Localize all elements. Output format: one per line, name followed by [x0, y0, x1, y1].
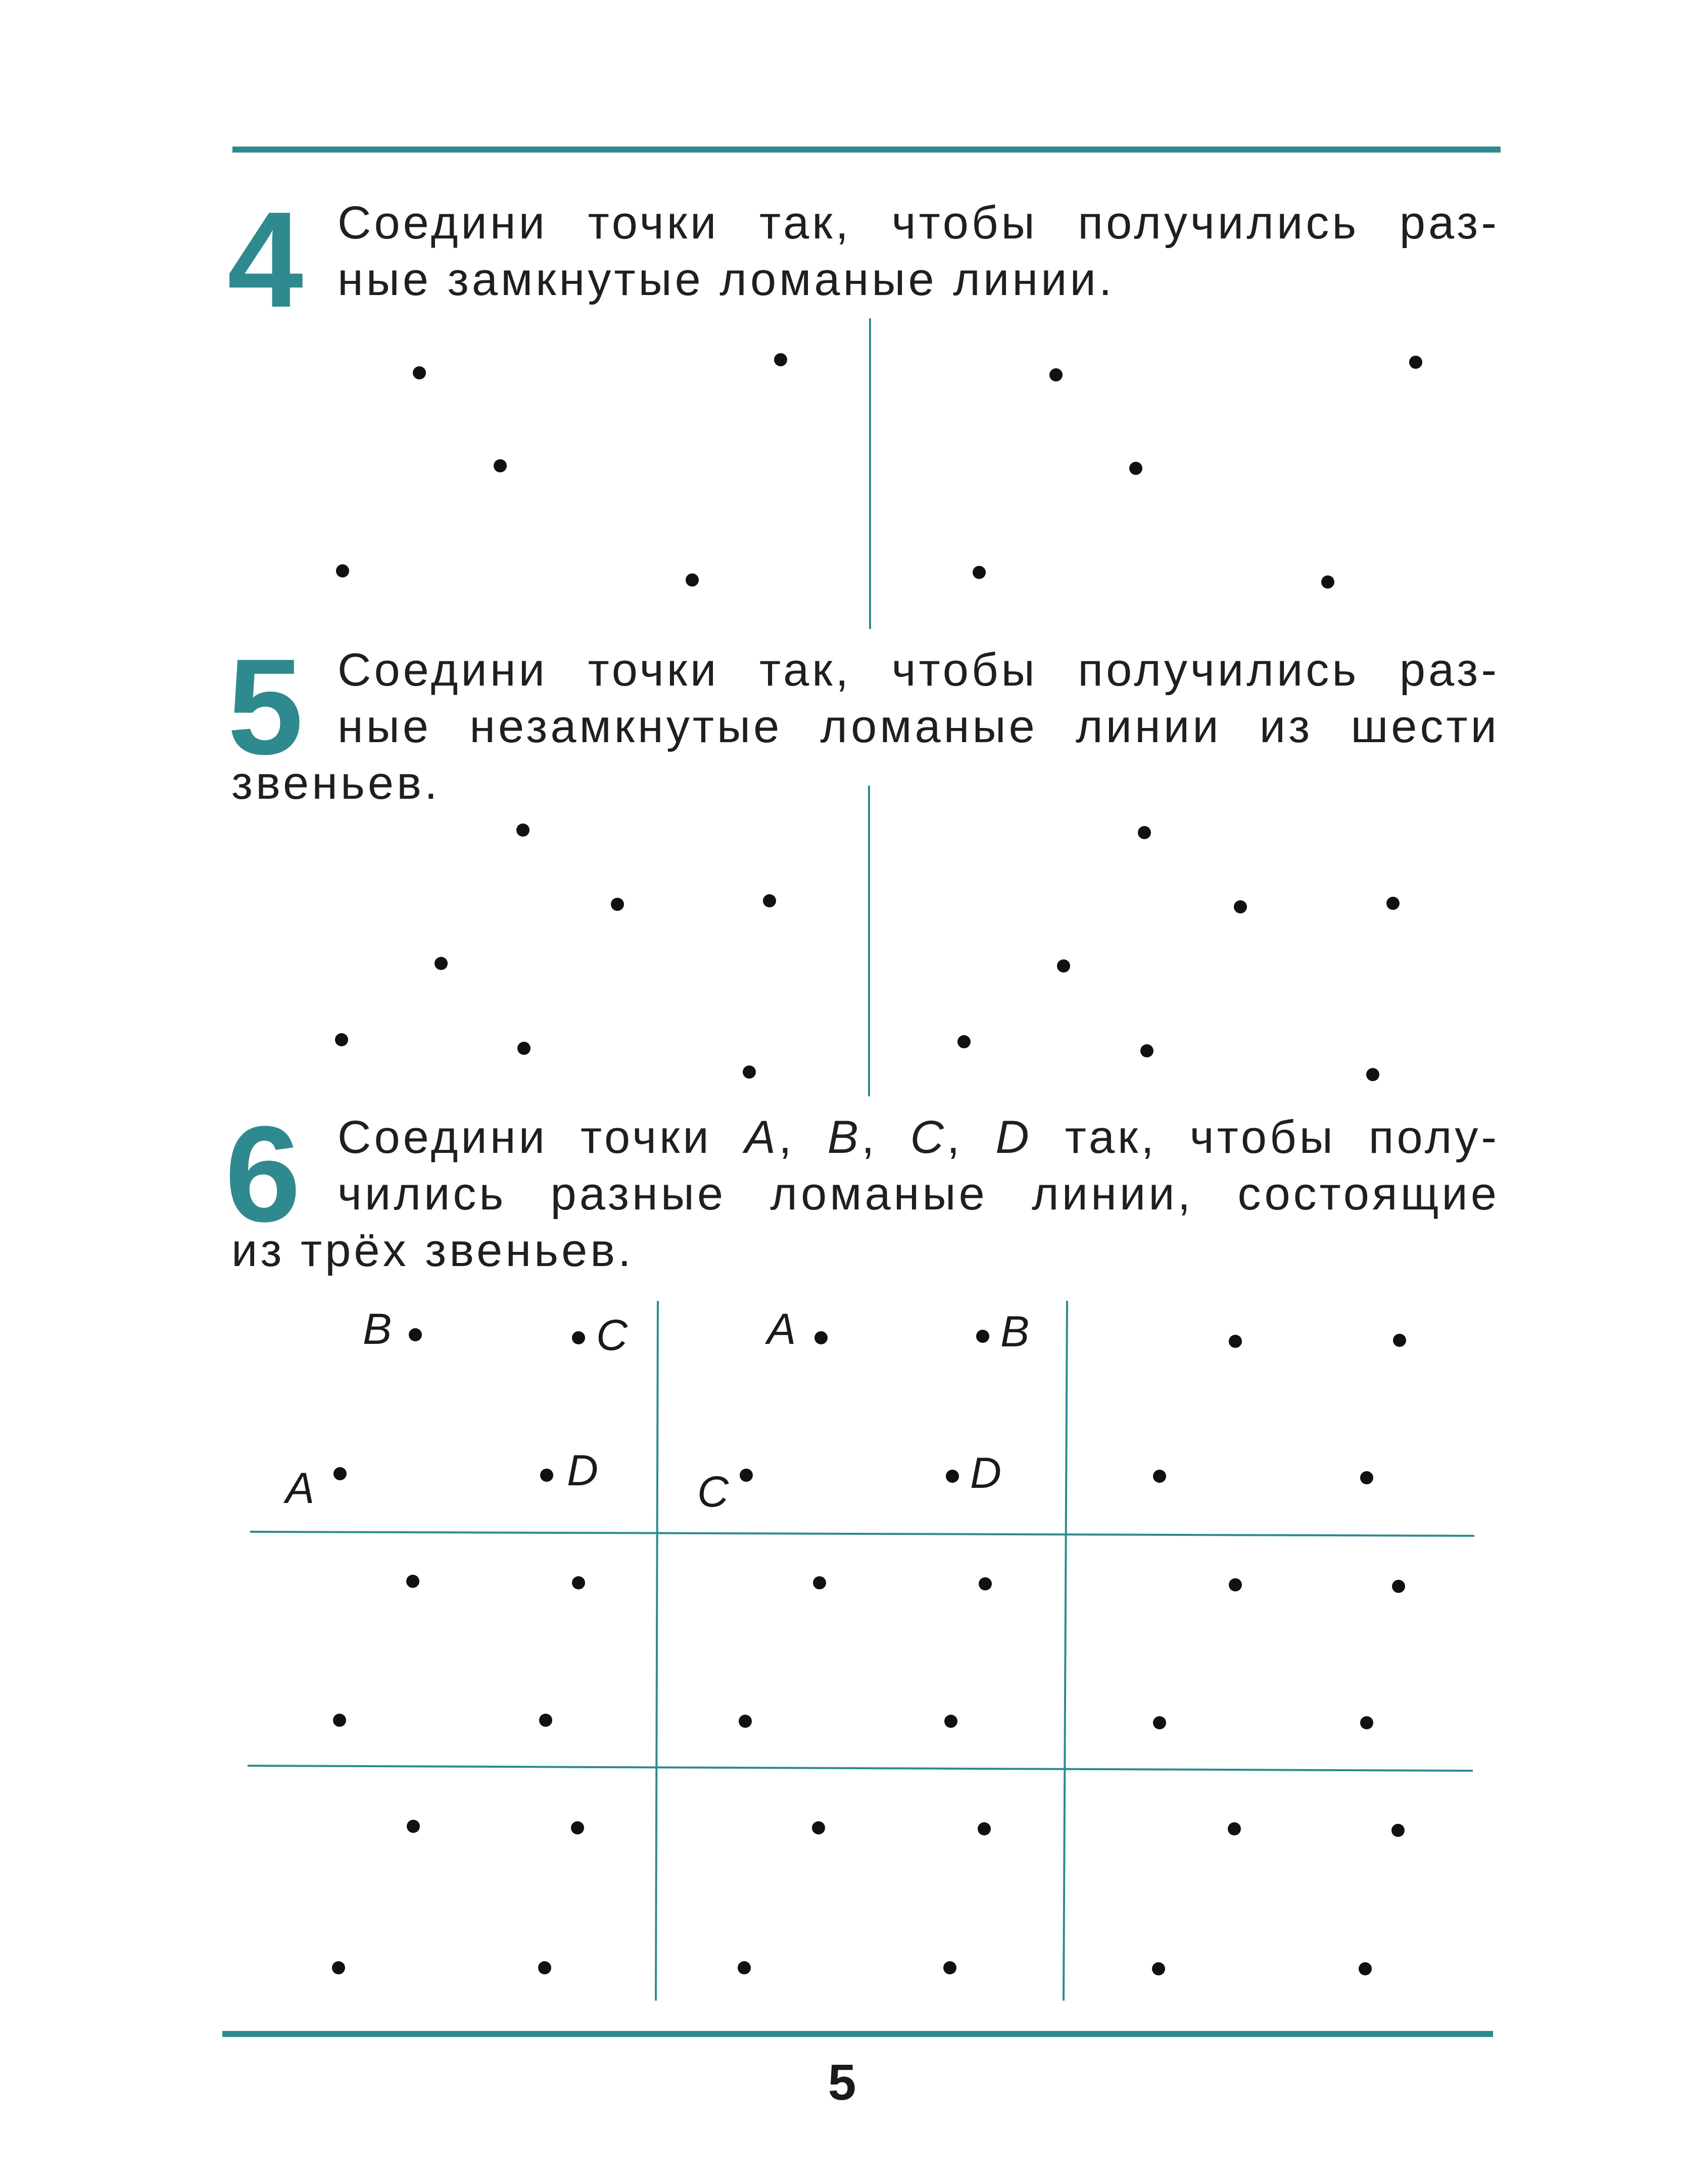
task-6-dot: [333, 1714, 346, 1727]
var-b: B: [827, 1111, 861, 1163]
task-6-text-line-3: из трёх звеньев.: [231, 1225, 634, 1276]
task-4-dot: [1409, 356, 1422, 369]
task-4-dot: [494, 459, 507, 472]
task-5-text-line-1: Соедини точки так, чтобы получились раз-: [338, 644, 1500, 696]
task-6-dot: [571, 1821, 584, 1834]
task-6-dot: [1391, 1824, 1405, 1837]
task-5-dot: [743, 1065, 756, 1079]
task-5-dot: [1138, 826, 1151, 839]
task-6-dot: [332, 1961, 345, 1974]
task-5-dot: [517, 1042, 531, 1055]
page-number: 5: [828, 2054, 856, 2111]
task-6-dot: [1152, 1962, 1165, 1975]
var-c: C: [910, 1111, 947, 1163]
task-6-dot: [407, 1820, 420, 1833]
task-6-dot: [943, 1961, 956, 1974]
task-6-grid-v2: [1064, 1301, 1067, 2001]
var-d: D: [995, 1111, 1032, 1163]
point-d-dot: [540, 1469, 553, 1482]
task-6-dot: [1360, 1471, 1373, 1484]
task-4-dot: [686, 573, 699, 587]
bottom-rule: [222, 2031, 1493, 2037]
label-b: B: [363, 1305, 392, 1353]
task-6-dot: [738, 1961, 751, 1974]
task-5-dot: [1366, 1068, 1379, 1081]
task-6-dot: [1229, 1578, 1242, 1591]
task-4-text-line-2: ные замкнутые ломаные линии.: [338, 254, 1115, 305]
task-6-text-line-2: чились разные ломаные линии, состоящие: [338, 1168, 1500, 1220]
task-4-dot: [336, 564, 349, 577]
task-5-dot: [435, 957, 448, 970]
task-6-dot: [813, 1576, 826, 1589]
task-4-dot: [1049, 368, 1063, 381]
point-a-dot: [333, 1467, 347, 1480]
task-6-dot: [739, 1715, 752, 1728]
task-6-dot: [1153, 1470, 1166, 1483]
task-6-dot: [1153, 1716, 1166, 1729]
task-6-text-after: так, чтобы полу-: [1032, 1111, 1500, 1163]
task-6-dot: [406, 1575, 419, 1588]
task-5-text-line-2: ные незамкнутые ломаные линии из шести: [338, 701, 1500, 752]
task-5-number: 5: [227, 631, 304, 783]
task-4-dot: [1321, 575, 1334, 589]
task-6-dot: [1360, 1716, 1373, 1729]
label-d: D: [970, 1449, 1002, 1497]
task-6-dot: [538, 1961, 551, 1974]
task-6-number: 6: [225, 1098, 301, 1250]
task-5-dot: [611, 898, 624, 911]
task-6-grid-v1: [656, 1301, 658, 2001]
task-6-dot: [1229, 1335, 1242, 1348]
task-5-dot: [1057, 959, 1070, 973]
task-6-text-line-1: Соедини точки A, B, C, D так, чтобы полу-: [338, 1111, 1500, 1163]
task-5-dot: [516, 823, 530, 837]
point-b-dot: [409, 1328, 422, 1341]
label-a: A: [767, 1305, 796, 1353]
task-6-grid-h1: [250, 1532, 1474, 1536]
task-6-dot: [572, 1576, 585, 1589]
task-6-dot: [1359, 1962, 1372, 1975]
label-a: A: [285, 1464, 315, 1513]
task-6-dot: [539, 1714, 552, 1727]
var-a: A: [744, 1111, 779, 1163]
task-4-dot: [774, 353, 787, 366]
task-6-text-before: Соедини точки: [338, 1111, 745, 1163]
task-5-dot: [1140, 1044, 1153, 1057]
point-a-dot: [814, 1331, 828, 1344]
label-b: B: [1000, 1307, 1030, 1356]
task-6-dot: [1228, 1822, 1241, 1835]
label-d: D: [567, 1446, 599, 1495]
task-5-dot: [763, 894, 776, 907]
point-b-dot: [976, 1330, 989, 1343]
task-4-text-line-1: Соедини точки так, чтобы получились раз-: [338, 197, 1500, 249]
task-6-dot: [1392, 1580, 1405, 1593]
task-4-dot: [973, 566, 986, 579]
label-c: C: [697, 1468, 729, 1516]
point-d-dot: [946, 1470, 959, 1483]
task-4-dot: [1129, 462, 1142, 475]
point-c-dot: [572, 1331, 585, 1344]
task-6-dot: [1393, 1334, 1406, 1347]
task-6-grid-h2: [248, 1766, 1473, 1771]
task-5-dot: [1234, 900, 1247, 913]
task-5-dot: [1386, 897, 1400, 910]
task-5-dot: [957, 1035, 971, 1048]
task-5-text-line-3: звеньев.: [231, 757, 441, 809]
task-6-dot: [944, 1715, 957, 1728]
task-6-dot: [978, 1822, 991, 1835]
task-6-dot: [812, 1821, 825, 1834]
label-c: C: [596, 1311, 628, 1360]
task-4-number: 4: [227, 184, 304, 336]
task-6-dot: [979, 1577, 992, 1590]
point-c-dot: [740, 1469, 753, 1482]
task-4-dot: [413, 366, 426, 379]
task-5-dot: [335, 1033, 348, 1046]
